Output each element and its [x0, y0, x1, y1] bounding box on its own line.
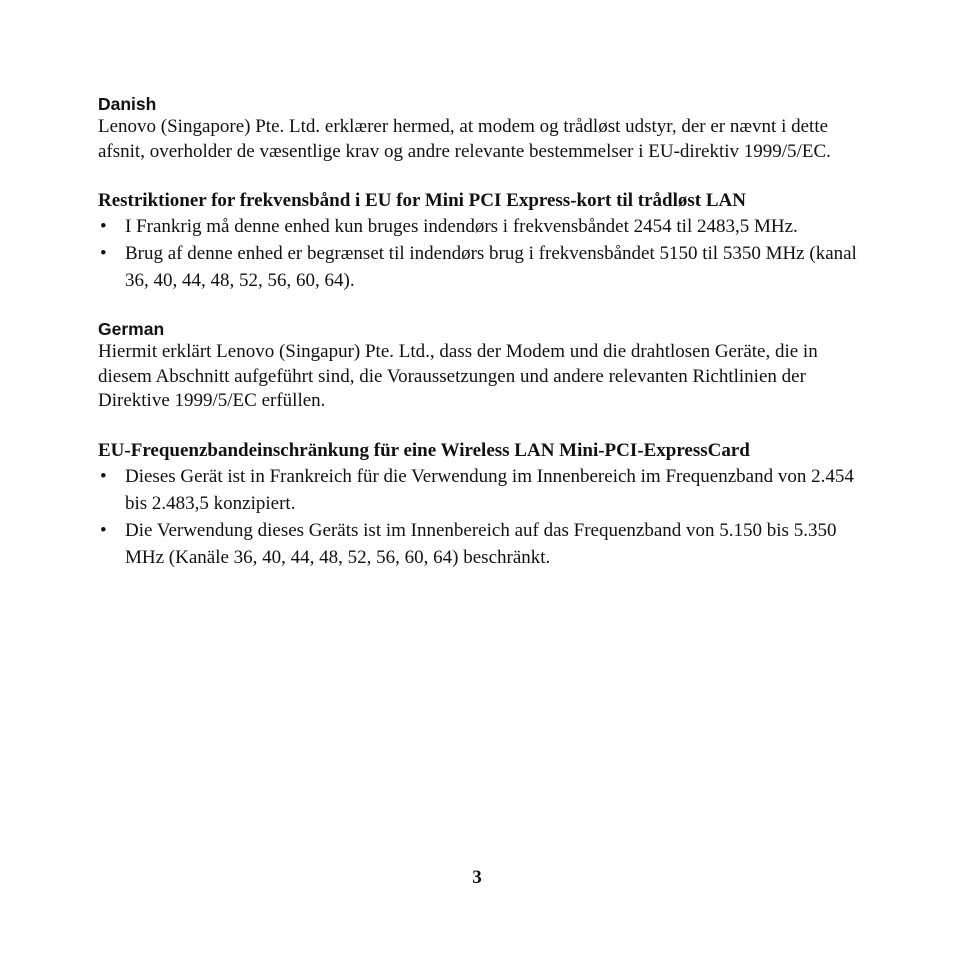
declaration-paragraph-danish: Lenovo (Singapore) Pte. Ltd. erklærer hermed, at modem og trådløst udstyr, der er nævnt i dette afsnit, overholder de væsentlige krav og andre relevante bestemmelser i EU-direktiv 1999/5/EC. — [98, 116, 831, 162]
section-danish — [98, 93, 868, 294]
list-item — [98, 463, 868, 517]
list-item-text: Dieses Gerät ist in Frankreich für die Verwendung im Innenbereich im Frequenzband von 2.454 bis 2.483,5 konzipiert. — [125, 465, 854, 514]
restriction-heading-danish: Restriktioner for frekvensbånd i EU for Mini PCI Express-kort til trådløst LAN — [98, 190, 746, 211]
list-item-text: Brug af denne enhed er begrænset til indendørs brug i frekvensbåndet 5150 til 5350 MHz (kanal 36, 40, 44, 48, 52, 56, 60, 64). — [125, 243, 857, 291]
document-page — [98, 93, 868, 571]
language-heading-danish: Danish — [98, 94, 157, 114]
bullet-icon: • — [100, 216, 107, 237]
list-item — [98, 213, 868, 240]
list-item-text: Die Verwendung dieses Geräts ist im Innenbereich auf das Frequenzband von 5.150 bis 5.350 MHz (Kanäle 36, 40, 44, 48, 52, 56, 60, 64) beschränkt. — [125, 519, 837, 568]
restriction-list-danish — [98, 213, 868, 294]
bullet-icon: • — [100, 519, 107, 541]
restriction-heading-german: EU-Frequenzbandeinschränkung für eine Wireless LAN Mini-PCI-ExpressCard — [98, 439, 750, 461]
declaration-paragraph-german: Hiermit erklärt Lenovo (Singapur) Pte. Ltd., dass der Modem und die drahtlosen Geräte, die in diesem Abschnitt aufgeführt sind, die Voraussetzungen und andere relevanten Richtlinien der Direktive 1999/5/EC erfüllen. — [98, 341, 818, 411]
list-item — [98, 517, 868, 571]
language-heading-german: German — [98, 319, 165, 339]
restriction-list-german — [98, 463, 868, 571]
bullet-icon: • — [100, 243, 107, 264]
list-item-text: I Frankrig må denne enhed kun bruges indendørs i frekvensbåndet 2454 til 2483,5 MHz. — [125, 216, 798, 237]
list-item — [98, 240, 868, 294]
section-german — [98, 318, 868, 571]
bullet-icon: • — [100, 465, 107, 487]
page-number: 3 — [472, 867, 482, 888]
